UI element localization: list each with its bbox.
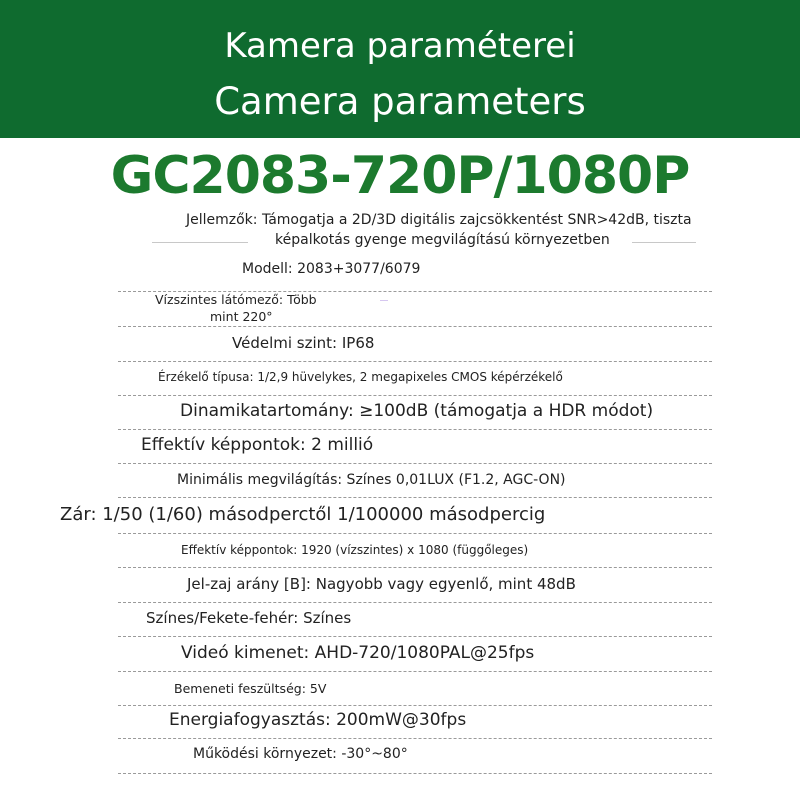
spec-features-line1: Jellemzők: Támogatja a 2D/3D digitális zajcsökkentést SNR>42dB, tiszta: [186, 212, 692, 228]
spec-protection: Védelmi szint: IP68: [232, 334, 375, 352]
spec-input-voltage: Bemeneti feszültség: 5V: [174, 681, 327, 696]
header-title-hungarian: Kamera paraméterei: [224, 26, 576, 66]
spec-min-illumination: Minimális megvilágítás: Színes 0,01LUX (F1.2, AGC-ON): [177, 472, 566, 488]
dashed-divider: [118, 705, 712, 706]
spec-sensor: Érzékelő típusa: 1/2,9 hüvelykes, 2 megapixeles CMOS képérzékelő: [158, 370, 563, 384]
dashed-divider: [118, 773, 712, 774]
dashed-divider: [118, 429, 712, 430]
spec-fov-line2: mint 220°: [210, 309, 273, 324]
spec-effective-pixels: Effektív képpontok: 2 millió: [141, 435, 374, 455]
decorative-mark: [380, 300, 388, 301]
spec-fov-line1: Vízszintes látómező: Több: [155, 292, 317, 307]
spec-features-line2: képalkotás gyenge megvilágítású környezetben: [275, 232, 610, 248]
dashed-divider: [118, 497, 712, 498]
dashed-divider: [118, 738, 712, 739]
dashed-divider: [118, 361, 712, 362]
dashed-divider: [118, 567, 712, 568]
spec-operating-env: Működési környezet: -30°~80°: [193, 746, 408, 762]
spec-color-mode: Színes/Fekete-fehér: Színes: [146, 609, 352, 627]
spec-model: Modell: 2083+3077/6079: [242, 261, 421, 277]
dashed-divider: [118, 671, 712, 672]
spec-effective-pixels-resolution: Effektív képpontok: 1920 (vízszintes) x 1080 (függőleges): [181, 543, 529, 557]
spec-dynamic-range: Dinamikatartomány: ≥100dB (támogatja a HDR módot): [180, 401, 654, 421]
divider: [632, 242, 696, 243]
spec-video-output: Videó kimenet: AHD-720/1080PAL@25fps: [181, 643, 535, 663]
dashed-divider: [118, 463, 712, 464]
spec-power-consumption: Energiafogyasztás: 200mW@30fps: [169, 710, 467, 730]
spec-shutter: Zár: 1/50 (1/60) másodperctől 1/100000 másodpercig: [60, 504, 546, 525]
dashed-divider: [118, 636, 712, 637]
spec-snr: Jel-zaj arány [B]: Nagyobb vagy egyenlő, mint 48dB: [187, 575, 576, 593]
divider: [152, 242, 248, 243]
dashed-divider: [118, 326, 712, 327]
header-title-english: Camera parameters: [214, 80, 586, 123]
model-title: GC2083-720P/1080P: [110, 146, 690, 206]
dashed-divider: [118, 533, 712, 534]
dashed-divider: [118, 395, 712, 396]
header-banner: [0, 0, 800, 138]
dashed-divider: [118, 602, 712, 603]
